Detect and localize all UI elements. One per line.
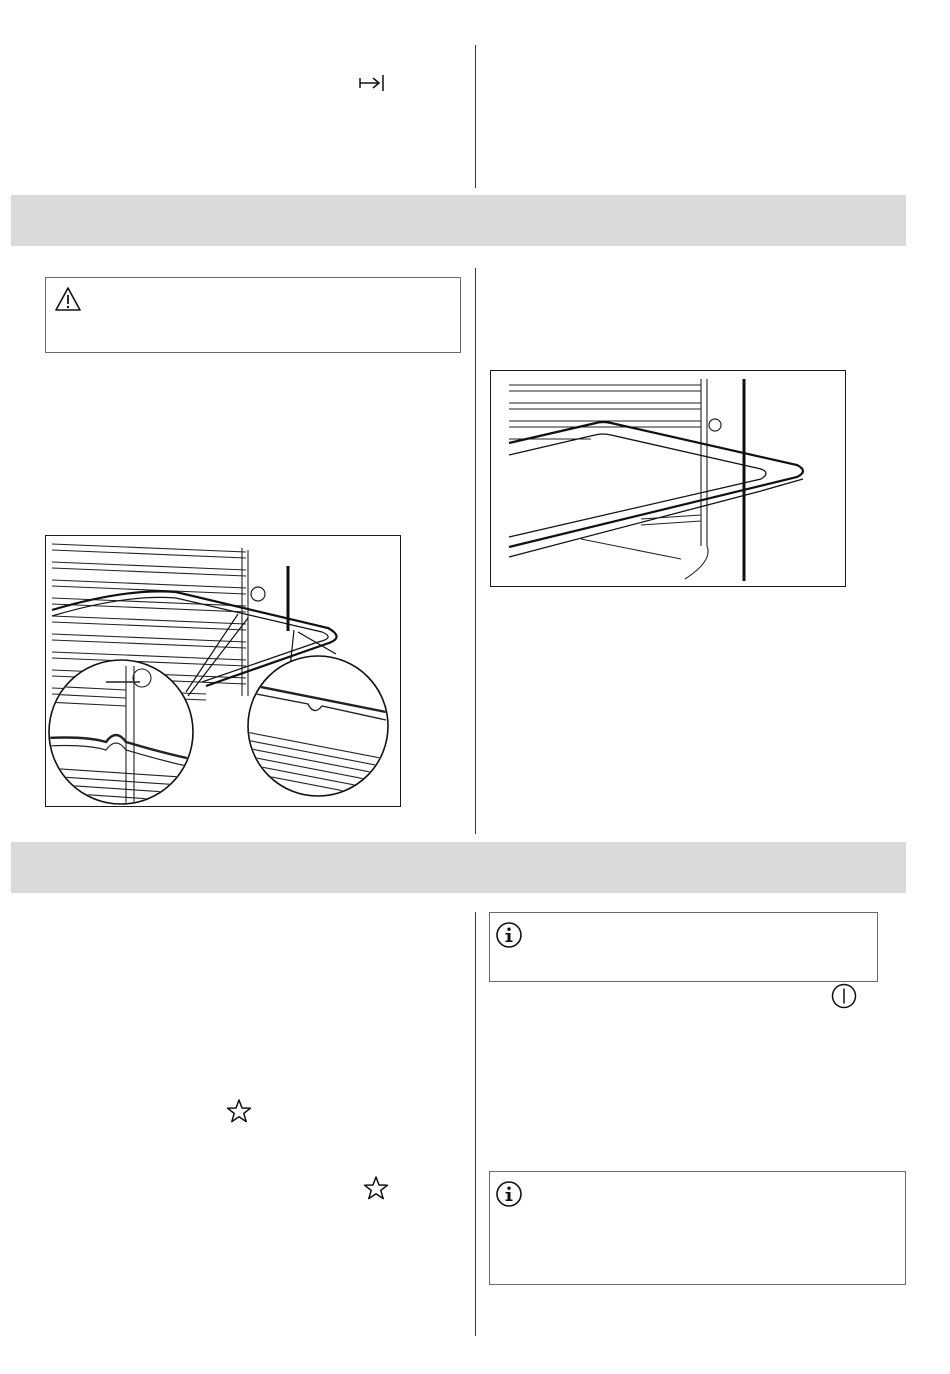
- section-header-band: [11, 195, 906, 246]
- end-time-icon: [358, 72, 386, 94]
- star-icon: [226, 1098, 252, 1124]
- column-divider-top: [475, 45, 476, 188]
- star-icon: [363, 1175, 389, 1201]
- column-divider-middle: [475, 268, 476, 834]
- section-header-band: [11, 842, 906, 893]
- shelf-insertion-figure: [45, 535, 401, 807]
- warning-triangle-icon: [54, 286, 82, 312]
- column-divider-bottom: [475, 912, 476, 1336]
- tray-insertion-figure: [490, 370, 846, 587]
- info-icon: [495, 921, 523, 949]
- warning-box: [45, 277, 461, 353]
- info-box: [489, 1171, 906, 1285]
- info-box: [489, 912, 878, 982]
- power-icon: [830, 982, 858, 1010]
- info-icon: [495, 1180, 523, 1208]
